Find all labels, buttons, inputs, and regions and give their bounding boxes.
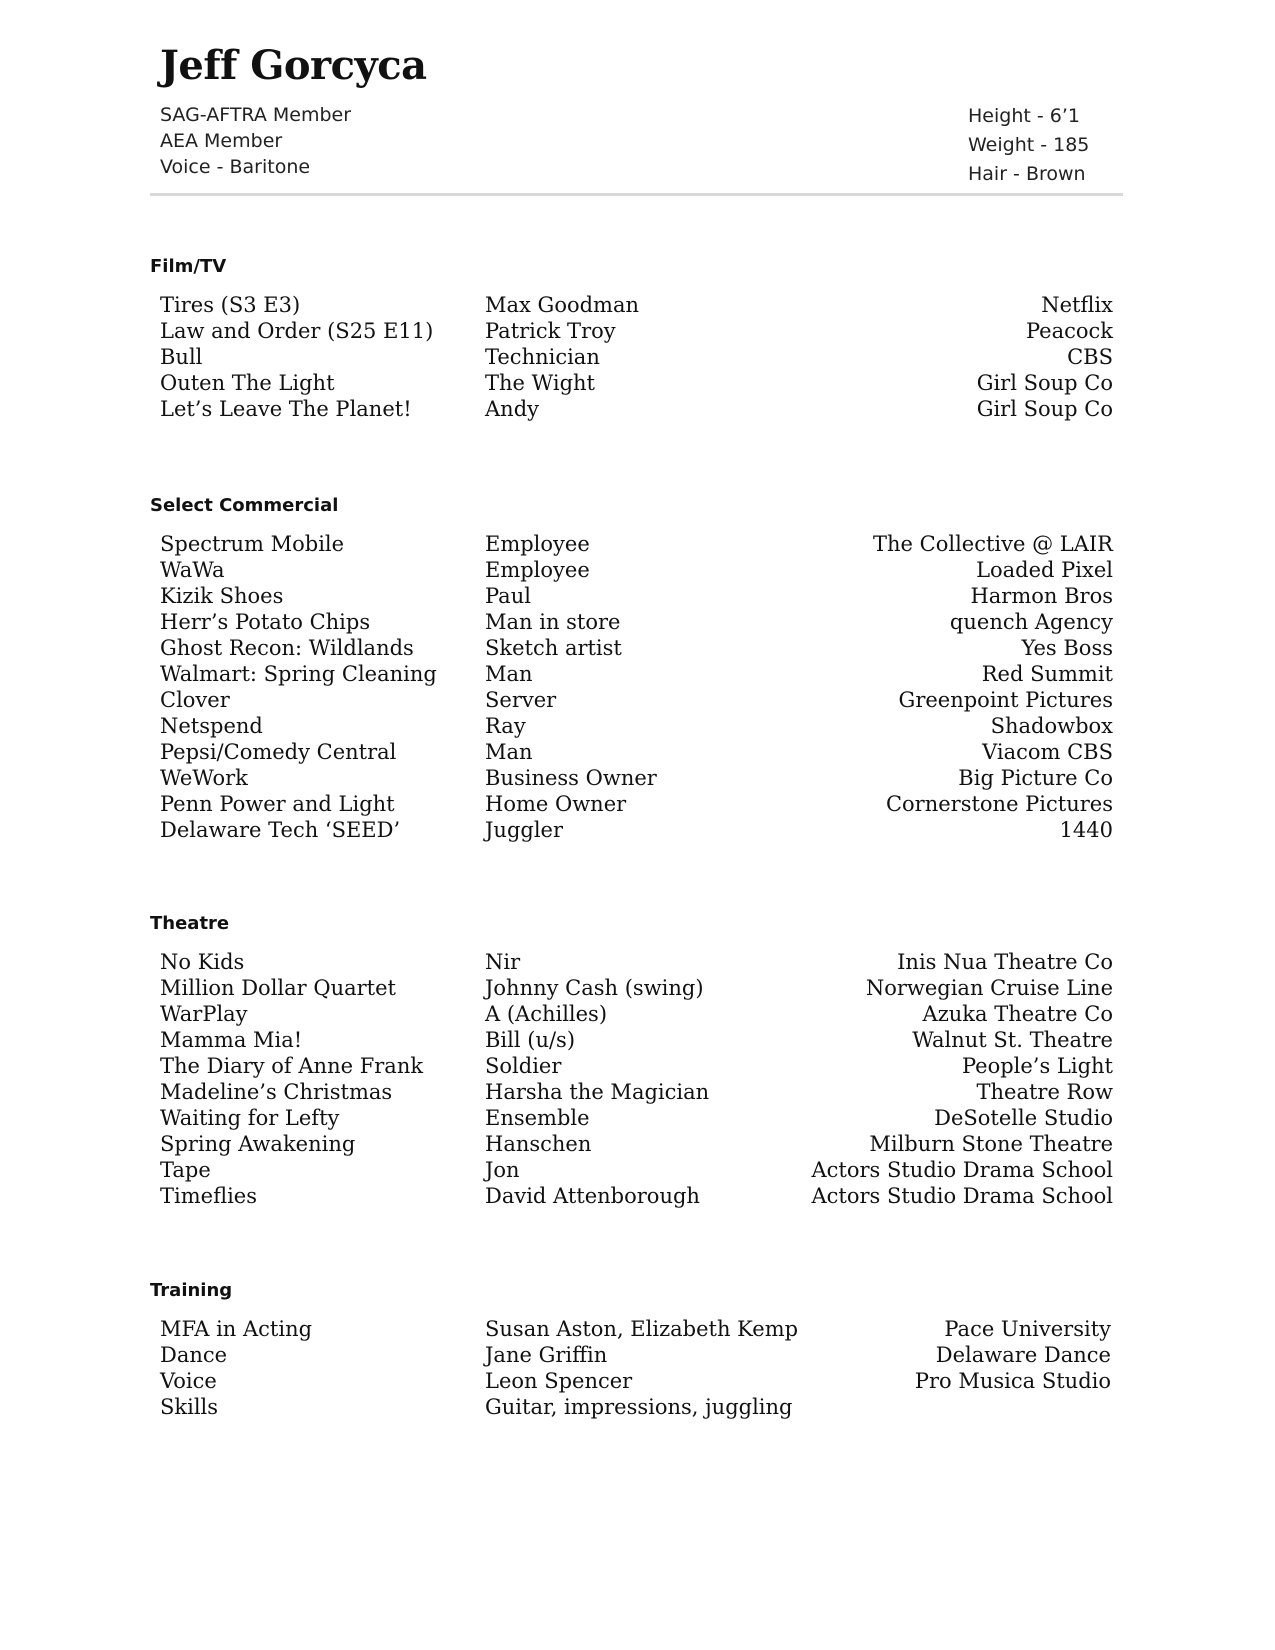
credit-row xyxy=(160,531,1113,557)
credit-role: Johnny Cash (swing) xyxy=(485,976,704,1000)
credit-role: The Wight xyxy=(485,371,595,395)
credit-role: Ensemble xyxy=(485,1106,590,1130)
credit-role: Susan Aston, Elizabeth Kemp xyxy=(485,1317,799,1341)
credit-title: WaWa xyxy=(160,558,225,582)
training-credits xyxy=(160,1316,1113,1420)
credit-title: Walmart: Spring Cleaning xyxy=(160,662,437,686)
credit-company: Harmon Bros xyxy=(970,584,1113,608)
credit-company: Greenpoint Pictures xyxy=(898,688,1113,712)
credit-role: Hanschen xyxy=(485,1132,592,1156)
credit-title: WeWork xyxy=(160,766,248,790)
credit-title: Spectrum Mobile xyxy=(160,532,345,556)
credit-company: Netflix xyxy=(1041,293,1113,317)
credit-title: Clover xyxy=(160,688,230,712)
commercial-credits xyxy=(160,531,1113,843)
credit-row xyxy=(160,765,1113,791)
section-title-training: Training xyxy=(150,1280,233,1301)
credit-row xyxy=(160,1079,1113,1105)
credit-company: Yes Boss xyxy=(1021,636,1113,660)
credit-role: Paul xyxy=(485,584,531,608)
credit-row xyxy=(160,1342,1113,1368)
credit-company: Azuka Theatre Co xyxy=(922,1002,1113,1026)
union-line: AEA Member xyxy=(160,130,283,152)
credit-company: Girl Soup Co xyxy=(976,397,1113,421)
credit-company: Red Summit xyxy=(981,662,1113,686)
weight-line: Weight - 185 xyxy=(968,134,1090,156)
credit-title: WarPlay xyxy=(160,1002,248,1026)
credit-company: Milburn Stone Theatre xyxy=(869,1132,1113,1156)
credit-company: Big Picture Co xyxy=(958,766,1113,790)
credit-row xyxy=(160,1001,1113,1027)
credit-role: Patrick Troy xyxy=(485,319,616,343)
credit-role: Juggler xyxy=(485,818,564,842)
credit-role: A (Achilles) xyxy=(485,1002,608,1026)
credit-role: David Attenborough xyxy=(485,1184,700,1208)
credit-title: Tires (S3 E3) xyxy=(160,293,301,317)
credit-company: The Collective @ LAIR xyxy=(873,532,1113,556)
credit-company: quench Agency xyxy=(949,610,1113,634)
credit-row xyxy=(160,1316,1113,1342)
hair-line: Hair - Brown xyxy=(968,163,1086,185)
credit-row xyxy=(160,949,1113,975)
credit-role: Andy xyxy=(485,397,539,421)
credit-title: Delaware Tech ‘SEED’ xyxy=(160,818,401,842)
credit-row xyxy=(160,583,1113,609)
credit-title: Pepsi/Comedy Central xyxy=(160,740,397,764)
credit-company: CBS xyxy=(1067,345,1113,369)
credit-role: Bill (u/s) xyxy=(485,1028,576,1052)
union-info xyxy=(160,102,351,180)
credit-role: Home Owner xyxy=(485,792,627,816)
credit-row xyxy=(160,1368,1113,1394)
credit-title: Penn Power and Light xyxy=(160,792,395,816)
section-title-theatre: Theatre xyxy=(150,913,230,934)
credit-company: Inis Nua Theatre Co xyxy=(897,950,1113,974)
credit-row xyxy=(160,1027,1113,1053)
credit-row xyxy=(160,609,1113,635)
credit-role: Employee xyxy=(485,558,590,582)
credit-row xyxy=(160,817,1113,843)
credit-role: Server xyxy=(485,688,557,712)
credit-title: Bull xyxy=(160,345,203,369)
credit-row xyxy=(160,318,1113,344)
credit-row xyxy=(160,1183,1113,1209)
credit-title: Let’s Leave The Planet! xyxy=(160,397,412,421)
credit-title: MFA in Acting xyxy=(160,1317,313,1341)
theatre-credits xyxy=(160,949,1113,1209)
credit-row xyxy=(160,687,1113,713)
credit-company: People’s Light xyxy=(961,1054,1113,1078)
credit-title: Voice xyxy=(160,1369,217,1393)
credit-row xyxy=(160,1157,1113,1183)
physical-stats xyxy=(968,102,1089,189)
actor-name: Jeff Gorcyca xyxy=(160,42,427,89)
credit-title: Tape xyxy=(160,1158,211,1182)
credit-role: Nir xyxy=(485,950,521,974)
credit-row xyxy=(160,1131,1113,1157)
credit-role: Sketch artist xyxy=(485,636,622,660)
credit-company: Theatre Row xyxy=(976,1080,1113,1104)
credit-row xyxy=(160,370,1113,396)
voice-line: Voice - Baritone xyxy=(160,156,311,178)
credit-company: Girl Soup Co xyxy=(976,371,1113,395)
credit-role: Jane Griffin xyxy=(485,1343,608,1367)
credit-title: Kizik Shoes xyxy=(160,584,284,608)
credit-row xyxy=(160,1394,1113,1420)
credit-company: Actors Studio Drama School xyxy=(811,1158,1113,1182)
credit-row xyxy=(160,791,1113,817)
credit-row xyxy=(160,713,1113,739)
credit-role: Ray xyxy=(485,714,526,738)
credit-title: No Kids xyxy=(160,950,245,974)
credit-title: Spring Awakening xyxy=(160,1132,356,1156)
credit-row xyxy=(160,661,1113,687)
credit-title: Law and Order (S25 E11) xyxy=(160,319,434,343)
credit-row xyxy=(160,292,1113,318)
credit-company: Pro Musica Studio xyxy=(914,1369,1111,1393)
credit-title: Netspend xyxy=(160,714,263,738)
credit-role: Employee xyxy=(485,532,590,556)
credit-role: Soldier xyxy=(485,1054,562,1078)
credit-title: Million Dollar Quartet xyxy=(160,976,396,1000)
credit-row xyxy=(160,975,1113,1001)
credit-role: Max Goodman xyxy=(485,293,640,317)
credit-company: Viacom CBS xyxy=(982,740,1113,764)
credit-company: Actors Studio Drama School xyxy=(811,1184,1113,1208)
credit-company: Delaware Dance xyxy=(935,1343,1111,1367)
credit-row xyxy=(160,1105,1113,1131)
credit-company: DeSotelle Studio xyxy=(934,1106,1113,1130)
header-divider xyxy=(150,193,1123,196)
credit-title: Madeline’s Christmas xyxy=(160,1080,393,1104)
credit-title: Waiting for Lefty xyxy=(160,1106,340,1130)
credit-role: Leon Spencer xyxy=(485,1369,633,1393)
section-title-commercial: Select Commercial xyxy=(150,495,339,516)
credit-role: Business Owner xyxy=(485,766,657,790)
credit-role: Harsha the Magician xyxy=(485,1080,710,1104)
section-title-film-tv: Film/TV xyxy=(150,256,227,277)
credit-company: Loaded Pixel xyxy=(976,558,1113,582)
credit-title: The Diary of Anne Frank xyxy=(160,1054,424,1078)
credit-title: Mamma Mia! xyxy=(160,1028,303,1052)
credit-role: Man in store xyxy=(485,610,621,634)
credit-role: Jon xyxy=(485,1158,520,1182)
credit-role: Man xyxy=(485,740,533,764)
credit-company: Cornerstone Pictures xyxy=(885,792,1113,816)
credit-row xyxy=(160,557,1113,583)
credit-company: Pace University xyxy=(944,1317,1111,1341)
height-line: Height - 6’1 xyxy=(968,105,1080,127)
credit-title: Ghost Recon: Wildlands xyxy=(160,636,414,660)
credit-title: Outen The Light xyxy=(160,371,335,395)
credit-role: Man xyxy=(485,662,533,686)
film-tv-credits xyxy=(160,292,1113,422)
credit-role: Technician xyxy=(485,345,600,369)
credit-company: 1440 xyxy=(1059,818,1113,842)
credit-company: Walnut St. Theatre xyxy=(912,1028,1113,1052)
credit-row xyxy=(160,396,1113,422)
credit-company: Shadowbox xyxy=(990,714,1113,738)
credit-title: Skills xyxy=(160,1395,219,1419)
credit-row xyxy=(160,635,1113,661)
credit-company: Norwegian Cruise Line xyxy=(865,976,1113,1000)
union-line: SAG-AFTRA Member xyxy=(160,104,352,126)
credit-role: Guitar, impressions, juggling xyxy=(485,1395,793,1419)
credit-title: Timeflies xyxy=(160,1184,257,1208)
credit-row xyxy=(160,739,1113,765)
credit-company: Peacock xyxy=(1025,319,1113,343)
credit-row xyxy=(160,344,1113,370)
credit-row xyxy=(160,1053,1113,1079)
credit-title: Dance xyxy=(160,1343,228,1367)
credit-title: Herr’s Potato Chips xyxy=(160,610,371,634)
